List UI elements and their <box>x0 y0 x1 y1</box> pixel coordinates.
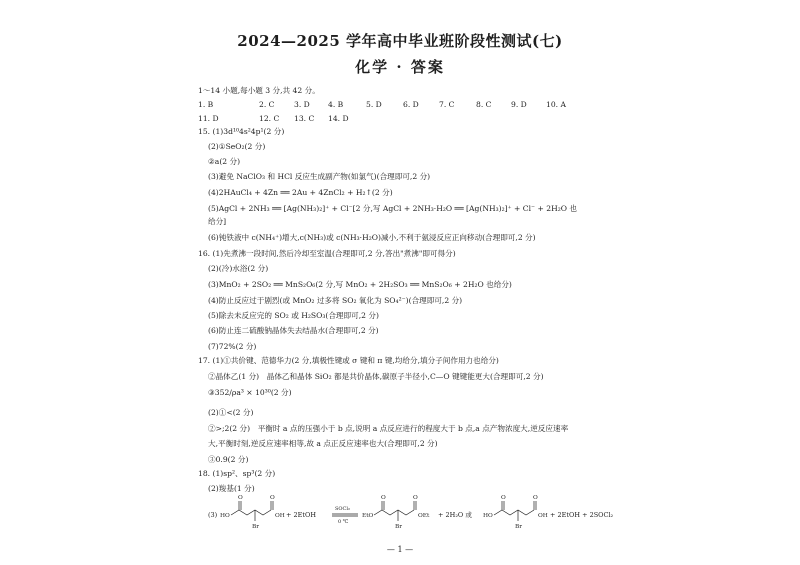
alt-reactant-molecule <box>494 501 536 521</box>
q15-line: (3)避免 NaClO₃ 和 HCl 反应生成副产物(如氯气)(合理即可,2 分) <box>208 172 431 181</box>
q16-line: (6)防止连二硫酸钠晶体失去结晶水(合理即可,2 分) <box>208 326 379 335</box>
q15-line: (6)钝铁液中 c(NH₄⁺)增大,c(NH₃)或 c(NH₃·H₂O)减小,不利于氨浸反应正向移动(合理即可,2 分) <box>208 233 536 242</box>
reactant-molecule <box>231 501 273 521</box>
q16-line: (5)除去未反应完的 SO₂ 或 H₂SO₃(合理即可,2 分) <box>208 311 379 320</box>
reagents-alt: + 2EtOH + 2SOCl₂ <box>550 511 614 519</box>
byproduct-water: + 2H₂O 或 <box>438 511 472 519</box>
q17-line: ②晶体乙(1 分) 晶体乙和晶体 SiO₂ 都是共价晶体,碳原子半径小,C—O 键键能更大(合理即可,2 分) <box>208 372 544 381</box>
oxygen-label: O <box>501 495 506 501</box>
q16-line: (2)(冷)水浴(2 分) <box>208 264 269 273</box>
reaction-arrow <box>332 506 358 525</box>
part-label: (3) <box>208 511 218 519</box>
oxygen-label: O <box>381 495 386 501</box>
reagent-ethanol: + 2EtOH <box>286 511 317 519</box>
bromine-label: Br <box>252 524 260 530</box>
q17-line: ③0.9(2 分) <box>208 455 249 464</box>
reagent-bottom: 0 ℃ <box>338 519 349 525</box>
page-title: 2024—2025 学年高中毕业班阶段性测试(七) <box>237 32 563 50</box>
q16-line: (3)MnO₂ + 2SO₂ ══ MnS₂O₆(2 分,写 MnO₂ + 2H₂SO₃ ══ MnS₂O₆ + 2H₂O 也给分) <box>208 280 512 289</box>
answer-item: 10. A <box>546 100 566 109</box>
q17-line: ③352/ρa³ × 10³⁰(2 分) <box>208 388 292 397</box>
answer-item: 11. D <box>198 114 219 123</box>
q15-line: ②a(2 分) <box>208 157 241 166</box>
q15-line: 15. (1)3d¹⁰4s²4p¹(2 分) <box>198 127 285 136</box>
oxygen-label: O <box>533 495 538 501</box>
reaction-equation <box>198 487 618 535</box>
answer-item: 9. D <box>511 100 527 109</box>
q17-line: 大,平衡时刻,逆反应速率相等,故 a 点正反应速率也大(合理即可,2 分) <box>208 439 438 448</box>
section-intro: 1～14 小题,每小题 3 分,共 42 分。 <box>198 86 320 95</box>
hydroxyl-label: HO <box>220 513 230 519</box>
answer-item: 1. B <box>198 100 214 109</box>
answer-item: 7. C <box>439 100 455 109</box>
q17-line: 17. (1)①共价键、范德华力(2 分,填极性键或 σ 键和 π 键,均给分,填分子间作用力也给分) <box>198 356 499 365</box>
q15-line: (5)AgCl + 2NH₃ ══ [Ag(NH₃)₂]⁺ + Cl⁻[2 分,写 AgCl + 2NH₃·H₂O ══ [Ag(NH₃)₂]⁺ + Cl⁻ + 2H₂O 也 <box>208 204 577 213</box>
oxygen-label: O <box>413 495 418 501</box>
q17-line: (2)①<(2 分) <box>208 408 254 417</box>
q17-line: ②>;2(2 分) 平衡时 a 点的压强小于 b 点,说明 a 点反应进行的程度大于 b 点,a 点产物浓度大,逆反应速率 <box>208 424 569 433</box>
hydroxyl-label: OH <box>275 513 285 519</box>
page-subtitle: 化学 · 答案 <box>355 58 445 76</box>
reagent-top: SOCl₂ <box>335 506 350 512</box>
bromine-label: Br <box>515 524 523 530</box>
answer-item: 3. D <box>294 100 310 109</box>
ethoxy-label: OEt <box>418 513 430 519</box>
answer-item: 8. C <box>476 100 492 109</box>
q15-line: (2)①SeO₂(2 分) <box>208 142 266 151</box>
q16-line: (4)防止反应过于剧烈(或 MnO₂ 过多将 SO₂ 氧化为 SO₄²⁻)(合理即可,2 分) <box>208 296 463 305</box>
page-number: — 1 — <box>386 545 414 554</box>
answer-item: 6. D <box>403 100 419 109</box>
ethoxy-label: EtO <box>362 513 374 519</box>
oxygen-label: O <box>270 495 275 501</box>
answer-item: 13. C <box>294 114 315 123</box>
q15-line: (4)2HAuCl₄ + 4Zn ══ 2Au + 4ZnCl₂ + H₂↑(2 分) <box>208 188 393 197</box>
answer-item: 4. B <box>328 100 344 109</box>
hydroxyl-label: OH <box>538 513 548 519</box>
hydroxyl-label: HO <box>483 513 493 519</box>
answer-item: 12. C <box>259 114 280 123</box>
q18-line: 18. (1)sp²、sp³(2 分) <box>198 469 276 478</box>
q16-line: 16. (1)先煮沸一段时间,然后冷却至室温(合理即可,2 分,答出"煮沸"即可得分) <box>198 249 456 258</box>
oxygen-label: O <box>238 495 243 501</box>
answer-item: 2. C <box>259 100 275 109</box>
answer-item: 14. D <box>328 114 349 123</box>
q15-line: 给分] <box>208 217 227 226</box>
q16-line: (7)72%(2 分) <box>208 342 257 351</box>
product-molecule <box>374 501 416 521</box>
q18-line: (2)羧基(1 分) <box>208 484 255 493</box>
answer-item: 5. D <box>366 100 382 109</box>
bromine-label: Br <box>395 524 403 530</box>
